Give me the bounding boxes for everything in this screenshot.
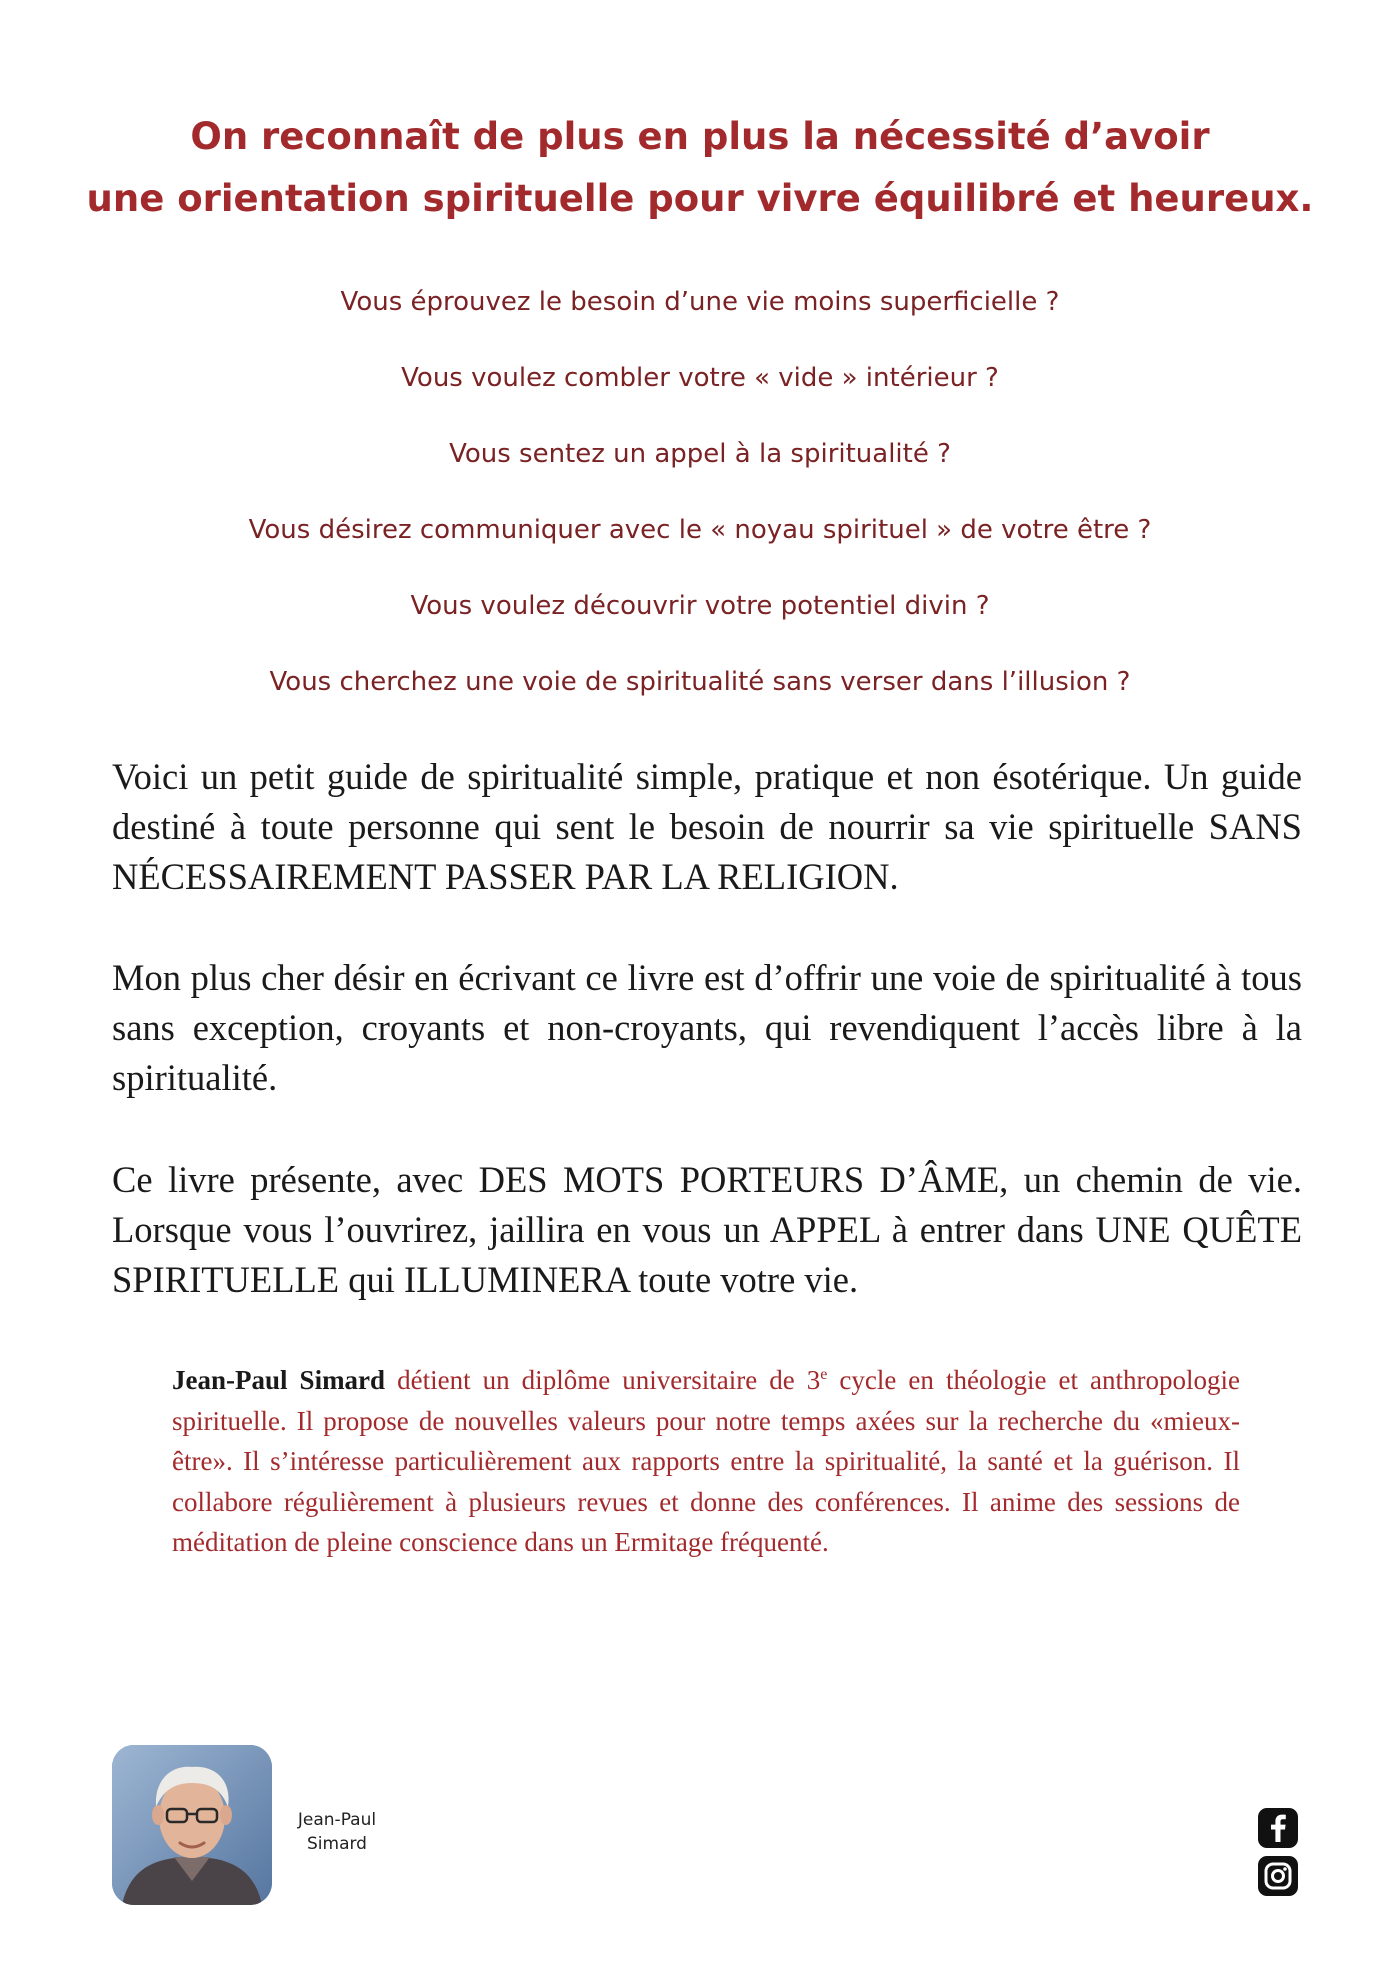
photo-caption [282,1808,392,1856]
question-item: Vous cherchez une voie de spiritualité sans verser dans l’illusion ? [269,667,1131,697]
question-item: Vous éprouvez le besoin d’une vie moins superficielle ? [340,287,1060,317]
body-paragraph-3: Ce livre présente, avec DES MOTS PORTEURS D’ÂME, un chemin de vie. Lorsque vous l’ouvrirez, jaillira en vous un APPEL à entrer dans UNE QUÊTE SPIRITUELLE qui ILLUMINERA toute votre vie. [112,1159,1302,1300]
question-list [0,278,1400,734]
question-item: Vous sentez un appel à la spiritualité ? [449,439,951,469]
author-portrait [112,1745,272,1905]
headline [0,106,1400,230]
photo-caption-line-2: Simard [307,1834,367,1854]
bio-superscript: e [820,1366,828,1383]
bio-text-1: détient un diplôme universitaire de 3 [385,1365,821,1395]
author-photo [112,1745,272,1905]
headline-line-1: On reconnaît de plus en plus la nécessité d’avoir [190,115,1210,158]
body-paragraph-1: Voici un petit guide de spiritualité simple, pratique et non ésotérique. Un guide destiné à toute personne qui sent le besoin de nourrir sa vie spirituelle SANS NÉCESSAIREMENT PASSER PAR LA RELIGION. [112,756,1302,897]
author-name: Jean-Paul Simard [172,1365,386,1395]
headline-line-2: une orientation spirituelle pour vivre équilibré et heureux. [86,177,1314,220]
photo-caption-line-1: Jean-Paul [297,1810,377,1830]
question-item: Vous désirez communiquer avec le « noyau spirituel » de votre être ? [248,515,1152,545]
question-item: Vous voulez découvrir votre potentiel divin ? [410,591,990,621]
instagram-icon[interactable] [1258,1856,1298,1896]
facebook-icon[interactable] [1258,1808,1298,1848]
author-bio [172,1360,1240,1563]
body-paragraph-2: Mon plus cher désir en écrivant ce livre est d’offrir une voie de spiritualité à tous sans exception, croyants et non-croyants, qui revendiquent l’accès libre à la spiritualité. [112,957,1302,1098]
bio-text-2: cycle en théologie et anthropologie spirituelle. Il propose de nouvelles valeurs pour notre temps axées sur la recherche du «mieux-être». Il s’intéresse particulièrement aux rapports entre la spiritualité, la santé et la guérison. Il collabore régulièrement à plusieurs revues et donne des conférences. Il anime des sessions de méditation de pleine conscience dans un Ermitage fréquenté. [172,1365,1240,1557]
question-item: Vous voulez combler votre « vide » intérieur ? [401,363,999,393]
